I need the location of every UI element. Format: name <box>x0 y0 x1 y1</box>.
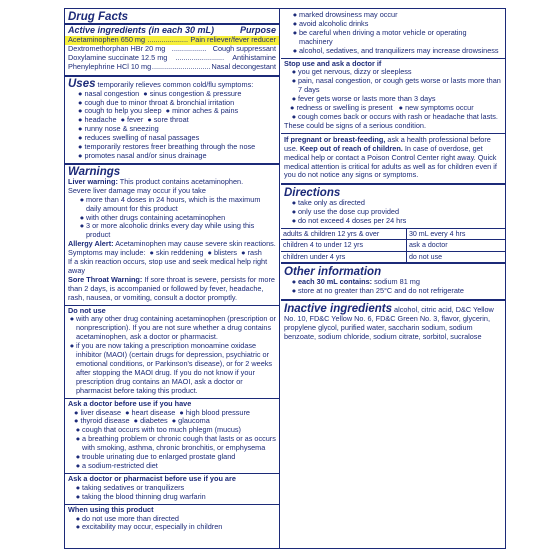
liver-warning-label: Liver warning: <box>68 176 118 186</box>
bullet-icon: ● <box>292 45 298 55</box>
when-using-item: ● excitability may occur, especially in children <box>75 522 223 532</box>
stop-use-item: ● you get nervous, dizzy or sleepless <box>291 67 412 77</box>
inactive-heading: Inactive ingredients <box>284 303 393 316</box>
active-ingredients-section <box>65 23 279 75</box>
drug-facts-panel <box>64 8 506 549</box>
bullet-icon: ● <box>241 248 246 258</box>
bullet-icon: ● <box>78 88 83 98</box>
ask-doctor-heading: Ask a doctor before use if you have <box>68 398 192 408</box>
bullet-icon: ● <box>292 10 298 19</box>
bullet-icon: ● <box>179 407 184 417</box>
active-header-right: Purpose <box>239 25 276 35</box>
use-item: runny nose & sneezing <box>84 124 159 134</box>
bullet-icon: ● <box>75 513 81 523</box>
liver-item: ● 3 or more alcoholic drinks every day while using this product <box>79 221 255 240</box>
active-row <box>65 63 279 75</box>
leader-dots: ........................ <box>175 52 225 62</box>
use-item: minor aches & pains <box>172 106 239 116</box>
bullet-icon: ● <box>75 460 81 470</box>
bullet-icon: ● <box>291 207 297 217</box>
table-row <box>281 251 505 262</box>
uses-row <box>78 152 276 161</box>
inactive-text: alcohol, citric acid, D&C Yellow No. 10, FD&C Yellow No. 6, FD&C Green No. 3, flavor, glycerin, propylene glycol, purified water, saccharin sodium, sodium benzoate, sodium chloride, sodium citrate, sorbitol, sucralose <box>284 305 494 341</box>
when-using-continued <box>281 9 505 58</box>
stop-use-item: ● fever gets worse or lasts more than 3 days <box>291 94 436 104</box>
bullet-icon: ● <box>149 248 154 258</box>
active-purpose: Antihistamine <box>232 52 276 62</box>
stop-use-item: ● cough comes back or occurs with rash or headache that lasts. <box>291 111 498 121</box>
condition-item: ● cough that occurs with too much phlegm (mucus) <box>75 425 241 435</box>
condition-row: ● thyroid disease ● diabetes ● glaucoma <box>74 416 210 426</box>
warnings-heading: Warnings <box>68 165 121 178</box>
direction-item: ● take only as directed <box>291 198 365 208</box>
bullet-icon: ● <box>78 97 83 107</box>
use-item: temporarily restores freer breathing through the nose <box>84 142 256 152</box>
other-info-item: ● each 30 mL contains: sodium 81 mg <box>291 277 420 287</box>
bullet-icon: ● <box>79 194 85 204</box>
bullet-icon: ● <box>78 124 83 134</box>
other-info-heading: Other information <box>284 266 382 279</box>
active-purpose: Nasal decongestant <box>211 61 276 71</box>
condition-item: ● trouble urinating due to enlarged prostate gland <box>75 452 236 462</box>
directions-section <box>281 183 505 228</box>
bullet-icon: ● <box>291 67 297 77</box>
bullet-icon: ● <box>79 212 85 222</box>
bullet-icon: ● <box>291 216 297 226</box>
bullet-icon: ● <box>75 452 81 462</box>
warnings-section <box>65 163 279 305</box>
stop-use-section <box>281 58 505 133</box>
keep-out-label: Keep out of reach of children. <box>299 143 403 153</box>
inactive-section <box>281 299 505 342</box>
leader-dots: ................. <box>171 43 207 53</box>
table-row <box>281 240 505 251</box>
bullet-icon: ● <box>398 103 404 113</box>
do-not-use-heading: Do not use <box>68 305 106 315</box>
other-info-section <box>281 262 505 299</box>
condition-item: ● a sodium-restricted diet <box>75 460 158 470</box>
drug-facts-heading: Drug Facts <box>68 11 129 23</box>
use-item: nasal congestion <box>84 88 140 98</box>
pharmacist-item: ● taking the blood thinning drug warfarin <box>75 491 206 501</box>
active-name: Acetaminophen 650 mg <box>68 35 146 44</box>
when-using-item: ● avoid alcoholic drinks <box>292 18 369 28</box>
when-using-item: ● be careful when driving a motor vehicle or operating machinery <box>292 27 467 46</box>
table-cell: do not use <box>406 251 505 262</box>
uses-heading: Uses <box>68 77 96 90</box>
bullet-icon: ● <box>171 416 177 426</box>
use-item: headache <box>84 115 117 125</box>
bullet-icon: ● <box>75 482 81 492</box>
bullet-icon: ● <box>165 106 171 116</box>
when-using-item: ● do not use more than directed <box>75 513 179 523</box>
leader-dots: ............................. <box>151 61 211 71</box>
dosage-table <box>281 228 505 262</box>
bullet-icon: ● <box>74 416 79 426</box>
when-using-section <box>65 504 279 533</box>
bullet-icon: ● <box>78 142 83 152</box>
active-purpose: Cough suppressant <box>212 43 276 53</box>
allergy-label: Allergy Alert: <box>68 239 114 249</box>
bullet-icon: ● <box>291 198 297 208</box>
ask-pharmacist-section <box>65 473 279 504</box>
table-cell: 30 mL every 4 hrs <box>406 229 505 240</box>
do-not-use-item: ● with any other drug containing acetaminophen (prescription or nonprescription). If you are not sure whether a drug contains acetaminophen, ask a doctor or pharmacist. <box>69 314 276 342</box>
use-item: fever <box>127 115 144 125</box>
bullet-icon: ● <box>147 115 152 125</box>
bullet-icon: ● <box>291 111 297 121</box>
bullet-icon: ● <box>75 434 81 444</box>
other-info-item: ● store at no greater than 25°C and do not refrigerate <box>291 286 464 296</box>
bullet-icon: ● <box>120 115 125 125</box>
stop-use-note: These could be signs of a serious condition. <box>284 120 426 130</box>
bullet-icon: ● <box>75 522 81 532</box>
bullet-icon: ● <box>79 221 85 231</box>
bullet-icon: ● <box>291 76 297 86</box>
do-not-use-item: ● if you are now taking a prescription monoamine oxidase inhibitor (MAOI) (certain drugs for depression, psychiatric or emotional conditions, or Parkinson's disease), or for 2 weeks after stopping the MAOI drug. If you do not know if your prescription drug contains an MAOI, ask a doctor or pharmacist before taking this product. <box>69 341 273 395</box>
bullet-icon: ● <box>78 133 83 143</box>
bullet-icon: ● <box>75 425 81 435</box>
bullet-icon: ● <box>207 248 212 258</box>
bullet-icon: ● <box>125 407 130 417</box>
allergy-end-text: If a skin reaction occurs, stop use and seek medical help right away <box>68 257 268 275</box>
left-column <box>65 9 280 548</box>
bullet-icon: ● <box>78 106 83 116</box>
right-column <box>281 9 505 548</box>
bullet-icon: ● <box>291 94 297 104</box>
bullet-icon: ● <box>74 407 79 417</box>
pregnancy-section <box>281 133 505 184</box>
when-using-item: ● alcohol, sedatives, and tranquilizers may increase drowsiness <box>292 45 499 55</box>
table-cell: children under 4 yrs <box>281 251 406 262</box>
active-name: Dextromethorphan HBr 20 mg <box>68 43 166 53</box>
uses-intro: temporarily relieves common cold/flu symptoms: <box>97 79 254 89</box>
use-item: sore throat <box>153 115 189 125</box>
bullet-icon: ● <box>291 286 297 296</box>
table-cell: ask a doctor <box>406 240 505 251</box>
stop-use-pair: ● redness or swelling is present ● new symptoms occur <box>290 103 474 113</box>
when-using-item: ● marked drowsiness may occur <box>292 10 398 19</box>
throat-warning-label: Sore Throat Warning: <box>68 274 143 284</box>
bullet-icon: ● <box>292 18 298 28</box>
liver-item: ● more than 4 doses in 24 hours, which is the maximum daily amount for this product <box>79 194 261 213</box>
bullet-icon: ● <box>143 88 148 98</box>
use-item: reduces swelling of nasal passages <box>84 133 200 143</box>
bullet-icon: ● <box>133 416 139 426</box>
use-item: sinus congestion & pressure <box>149 88 242 98</box>
bullet-icon: ● <box>292 27 298 37</box>
use-item: cough due to minor throat & bronchial irritation <box>84 97 235 107</box>
throat-warning-text: If sore throat is severe, persists for more than 2 days, is accompanied or followed by fever, headache, rash, nausea, or vomiting, consult a doctor promptly. <box>68 274 275 302</box>
bullet-icon: ● <box>78 150 83 160</box>
condition-item: ● a breathing problem or chronic cough that lasts or as occurs with smoking, asthma, chronic bronchitis, or emphysema <box>75 434 276 453</box>
use-item: cough to help you sleep <box>84 106 162 116</box>
stop-use-item: ● pain, nasal congestion, or cough gets worse or lasts more than 7 days <box>291 76 501 95</box>
pregnant-text: ask a health professional before use. <box>284 134 491 153</box>
active-header-left: Active ingredients (in each 30 mL) <box>68 25 215 35</box>
direction-item: ● do not exceed 4 doses per 24 hrs <box>291 216 407 226</box>
condition-row: ● liver disease ● heart disease ● high blood pressure <box>74 407 250 417</box>
keep-out-text: In case of overdose, get medical help or contact a Poison Control Center right away. Quick medical attention is critical for adults as well as for children even if you do not notice any signs or symptoms. <box>284 143 497 180</box>
liver-warning-text2: Severe liver damage may occur if you take <box>68 185 206 195</box>
bullet-icon: ● <box>75 491 81 501</box>
bullet-icon: ● <box>291 277 297 287</box>
bullet-icon: ● <box>290 103 295 113</box>
leader-dots: .................... <box>147 35 189 44</box>
allergy-text: Acetaminophen may cause severe skin reactions. <box>115 239 276 249</box>
bullet-icon: ● <box>69 314 75 324</box>
when-using-heading: When using this product <box>68 504 154 514</box>
pregnant-label: If pregnant or breast-feeding, <box>284 134 386 144</box>
bullet-icon: ● <box>69 341 75 351</box>
active-purpose: Pain reliever/fever reducer <box>190 35 276 44</box>
symptoms-row: Symptoms may include: ● skin reddening ● blisters ● rash <box>68 248 262 258</box>
ask-pharmacist-heading: Ask a doctor or pharmacist before use if you are <box>68 473 236 483</box>
bullet-icon: ● <box>78 115 83 125</box>
direction-item: ● only use the dose cup provided <box>291 207 400 217</box>
do-not-use-section <box>65 305 279 398</box>
ask-doctor-section <box>65 398 279 473</box>
stop-use-heading: Stop use and ask a doctor if <box>284 58 382 68</box>
uses-section <box>65 75 279 163</box>
use-item: promotes nasal and/or sinus drainage <box>84 150 207 160</box>
table-cell: adults & children 12 yrs & over <box>281 229 406 240</box>
table-row <box>281 229 505 240</box>
liver-warning-text: This product contains acetaminophen. <box>119 176 244 186</box>
active-name: Doxylamine succinate 12.5 mg <box>68 52 168 62</box>
pharmacist-item: ● taking sedatives or tranquilizers <box>75 482 185 492</box>
active-name: Phenylephrine HCl 10 mg <box>68 61 152 71</box>
table-cell: children 4 to under 12 yrs <box>281 240 406 251</box>
liver-item: ● with other drugs containing acetaminophen <box>79 212 226 222</box>
directions-heading: Directions <box>284 187 341 200</box>
